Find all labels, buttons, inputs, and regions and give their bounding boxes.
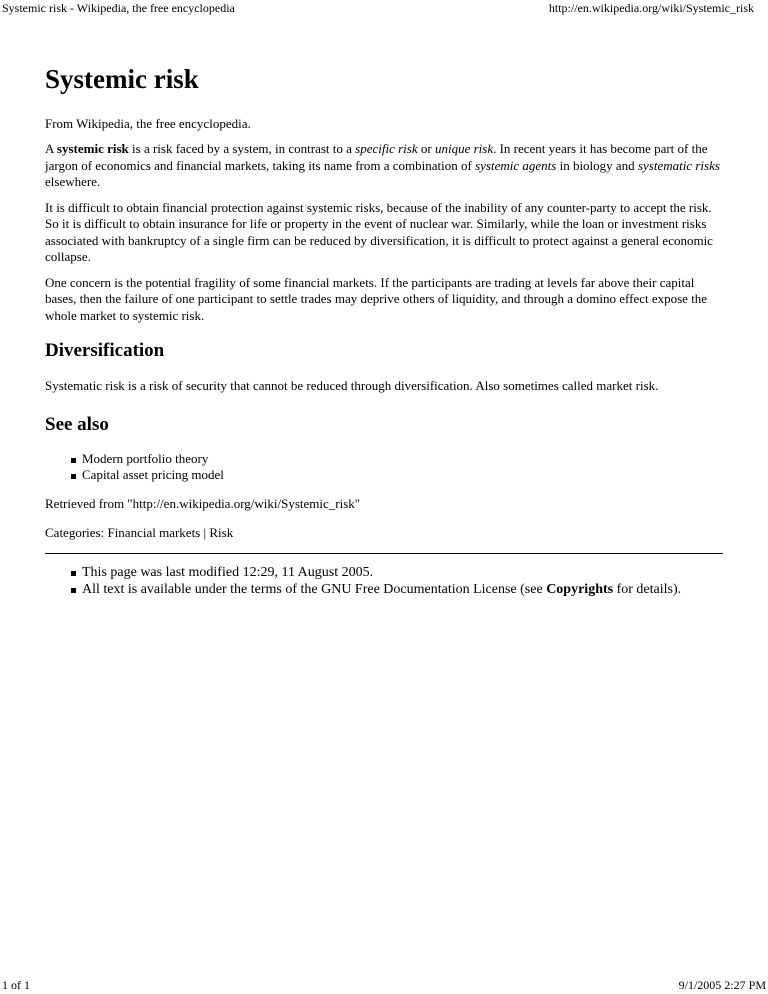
last-modified: This page was last modified 12:29, 11 August 2005.: [82, 564, 374, 580]
bullet-icon: [71, 588, 76, 593]
link-copyrights[interactable]: Copyrights: [546, 581, 614, 597]
link-specific-risk[interactable]: specific risk: [355, 141, 418, 156]
categories: [45, 524, 723, 541]
bullet-icon: [71, 474, 76, 479]
print-datetime: 9/1/2005 2:27 PM: [678, 978, 766, 992]
page-number: 1 of 1: [2, 978, 30, 992]
link-unique-risk[interactable]: unique risk: [434, 141, 494, 156]
site-subtitle: From Wikipedia, the free encyclopedia.: [45, 116, 251, 131]
intro-paragraph-3: One concern is the potential fragility of some financial markets. If the participants are trading at levels far above their capital bases, then the failure of one participant to settle trades may deprive others of liquidity, and through a domino effect expose the whole market to systemic risk.: [45, 274, 708, 323]
category-link-risk[interactable]: Risk: [209, 524, 234, 540]
see-also-list: [45, 451, 723, 483]
list-item: [82, 581, 723, 598]
list-item: [82, 467, 723, 483]
license-text-a: All text is available under the terms of the GNU Free Documentation License (see: [82, 581, 547, 597]
article-content: [45, 62, 723, 598]
heading-diversification: Diversification: [45, 340, 165, 361]
print-header: [2, 1, 754, 17]
term-systemic-risk: systemic risk: [56, 141, 129, 156]
page-title: Systemic risk: [45, 64, 199, 94]
print-header-url: http://en.wikipedia.org/wiki/Systemic_risk: [548, 1, 754, 15]
footer-divider: [45, 553, 723, 554]
bullet-icon: [71, 571, 76, 576]
link-systemic-agents[interactable]: systemic agents: [475, 157, 557, 173]
intro-paragraph-2: It is difficult to obtain financial protection against systemic risks, because of the inability of any counter-party to accept the risk. So it is difficult to obtain insurance for life or property in the event of nuclear war. Similarly, while the loan or investment risks associated with bankruptcy of a single firm can be reduced by diversification, it is difficult to protect against a general economic collapse.: [45, 199, 713, 264]
retrieved-from: Retrieved from "http://en.wikipedia.org/wiki/Systemic_risk": [45, 495, 361, 511]
footer-info-list: [45, 564, 723, 598]
heading-see-also: See also: [45, 413, 109, 435]
category-link-financial-markets[interactable]: Financial markets: [107, 524, 201, 540]
category-separator: |: [200, 524, 210, 540]
link-modern-portfolio-theory[interactable]: Modern portfolio theory: [82, 450, 209, 466]
categories-label: Categories:: [45, 524, 108, 540]
intro-paragraph-1: A systemic risk is a risk faced by a system, in contrast to a specific risk or unique risk. In recent years it has become part of the jargon of economics and financial markets, taking its name from a combination of systemic agents in biology and systematic risks elsewhere.: [45, 141, 720, 189]
print-header-title: Systemic risk - Wikipedia, the free encyclopedia: [2, 1, 235, 15]
license-text-b: for details).: [613, 581, 682, 597]
list-item: [82, 564, 723, 581]
diversification-paragraph: Systematic risk is a risk of security that cannot be reduced through diversification. Also sometimes called market risk.: [45, 378, 659, 393]
bullet-icon: [71, 458, 76, 463]
list-item: [82, 451, 723, 467]
print-footer: [2, 978, 766, 994]
link-systematic-risks[interactable]: systematic risks: [637, 157, 720, 173]
link-capital-asset-pricing-model[interactable]: Capital asset pricing model: [82, 466, 224, 482]
